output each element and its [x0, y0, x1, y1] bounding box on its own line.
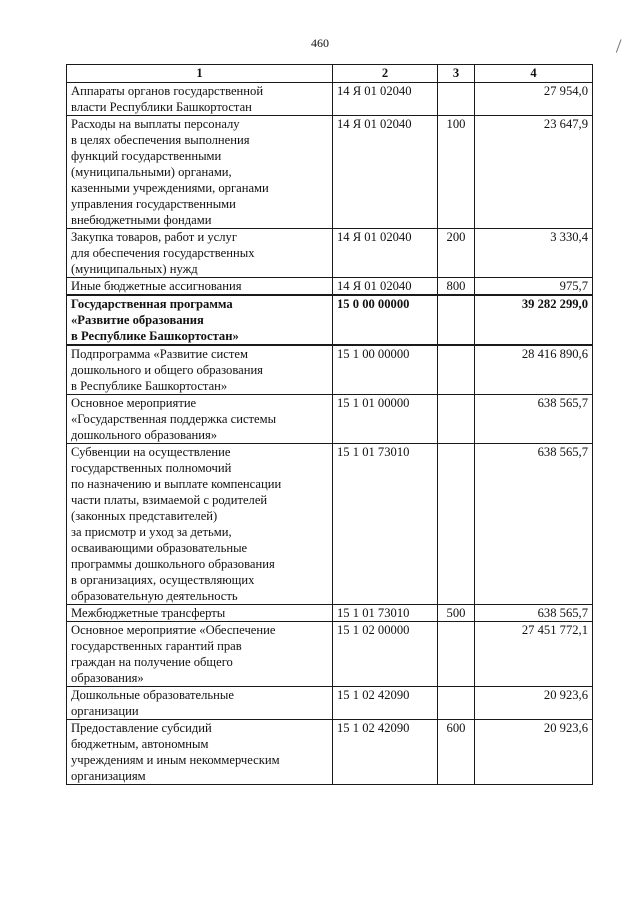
row-type-cell: 100 [438, 116, 475, 229]
row-amount-cell: 23 647,9 [475, 116, 593, 229]
column-header-code: 2 [333, 65, 438, 83]
row-amount-cell: 28 416 890,6 [475, 345, 593, 395]
row-amount-cell: 27 954,0 [475, 83, 593, 116]
table-row [67, 295, 593, 345]
table-header [67, 65, 593, 83]
row-code-cell: 15 1 01 73010 [333, 444, 438, 605]
row-type-cell: 600 [438, 720, 475, 785]
row-amount-cell: 3 330,4 [475, 229, 593, 278]
table-row [67, 395, 593, 444]
row-name-cell: Иные бюджетные ассигнования [67, 278, 333, 296]
row-name-cell: Закупка товаров, работ и услуг для обеспечения государственных (муниципальных) нужд [67, 229, 333, 278]
table-body [67, 83, 593, 785]
table-row [67, 687, 593, 720]
row-code-cell: 14 Я 01 02040 [333, 83, 438, 116]
row-name-cell: Основное мероприятие «Государственная поддержка системы дошкольного образования» [67, 395, 333, 444]
table-row [67, 720, 593, 785]
row-code-cell: 15 1 01 00000 [333, 395, 438, 444]
row-amount-cell: 20 923,6 [475, 687, 593, 720]
row-name-cell: Предоставление субсидий бюджетным, автономным учреждениям и иным некоммерческим организациям [67, 720, 333, 785]
row-amount-cell: 638 565,7 [475, 605, 593, 622]
row-type-cell [438, 295, 475, 345]
table-row [67, 444, 593, 605]
row-name-cell: Субвенции на осуществление государственных полномочий по назначению и выплате компенсации части платы, взимаемой с родителей (законных представителей) за присмотр и уход за детьми, осваивающими образовательные программы дошкольного образования в организациях, осуществляющих образовательную деятельность [67, 444, 333, 605]
row-code-cell: 14 Я 01 02040 [333, 278, 438, 296]
row-name-cell: Межбюджетные трансферты [67, 605, 333, 622]
row-amount-cell: 638 565,7 [475, 395, 593, 444]
row-type-cell [438, 444, 475, 605]
row-code-cell: 15 1 02 00000 [333, 622, 438, 687]
row-code-cell: 15 1 02 42090 [333, 720, 438, 785]
header-row [67, 65, 593, 83]
table-row [67, 622, 593, 687]
row-code-cell: 15 1 00 00000 [333, 345, 438, 395]
row-type-cell [438, 83, 475, 116]
row-name-cell: Государственная программа «Развитие образования в Республике Башкортостан» [67, 295, 333, 345]
table-row [67, 83, 593, 116]
row-name-cell: Дошкольные образовательные организации [67, 687, 333, 720]
row-type-cell [438, 687, 475, 720]
table-row [67, 229, 593, 278]
row-code-cell: 14 Я 01 02040 [333, 116, 438, 229]
row-type-cell: 200 [438, 229, 475, 278]
row-code-cell: 15 1 02 42090 [333, 687, 438, 720]
column-header-type: 3 [438, 65, 475, 83]
row-type-cell [438, 345, 475, 395]
row-code-cell: 15 0 00 00000 [333, 295, 438, 345]
row-code-cell: 15 1 01 73010 [333, 605, 438, 622]
page-number: 460 [311, 36, 329, 50]
row-amount-cell: 975,7 [475, 278, 593, 296]
budget-table [66, 64, 593, 785]
row-name-cell: Подпрограмма «Развитие систем дошкольного и общего образования в Республике Башкортостан» [67, 345, 333, 395]
row-type-cell [438, 622, 475, 687]
row-amount-cell: 39 282 299,0 [475, 295, 593, 345]
table-row [67, 278, 593, 296]
table-row [67, 605, 593, 622]
table-row [67, 345, 593, 395]
row-amount-cell: 27 451 772,1 [475, 622, 593, 687]
row-code-cell: 14 Я 01 02040 [333, 229, 438, 278]
row-name-cell: Аппараты органов государственной власти Республики Башкортостан [67, 83, 333, 116]
row-name-cell: Основное мероприятие «Обеспечение государственных гарантий прав граждан на получение общего образования» [67, 622, 333, 687]
row-type-cell [438, 395, 475, 444]
table-row [67, 116, 593, 229]
row-amount-cell: 20 923,6 [475, 720, 593, 785]
column-header-amount: 4 [475, 65, 593, 83]
row-amount-cell: 638 565,7 [475, 444, 593, 605]
row-type-cell: 800 [438, 278, 475, 296]
row-type-cell: 500 [438, 605, 475, 622]
column-header-name: 1 [67, 65, 333, 83]
row-name-cell: Расходы на выплаты персоналу в целях обеспечения выполнения функций государственными (муниципальными) органами, казенными учреждениями, органами управления государственными внебюджетными фондами [67, 116, 333, 229]
